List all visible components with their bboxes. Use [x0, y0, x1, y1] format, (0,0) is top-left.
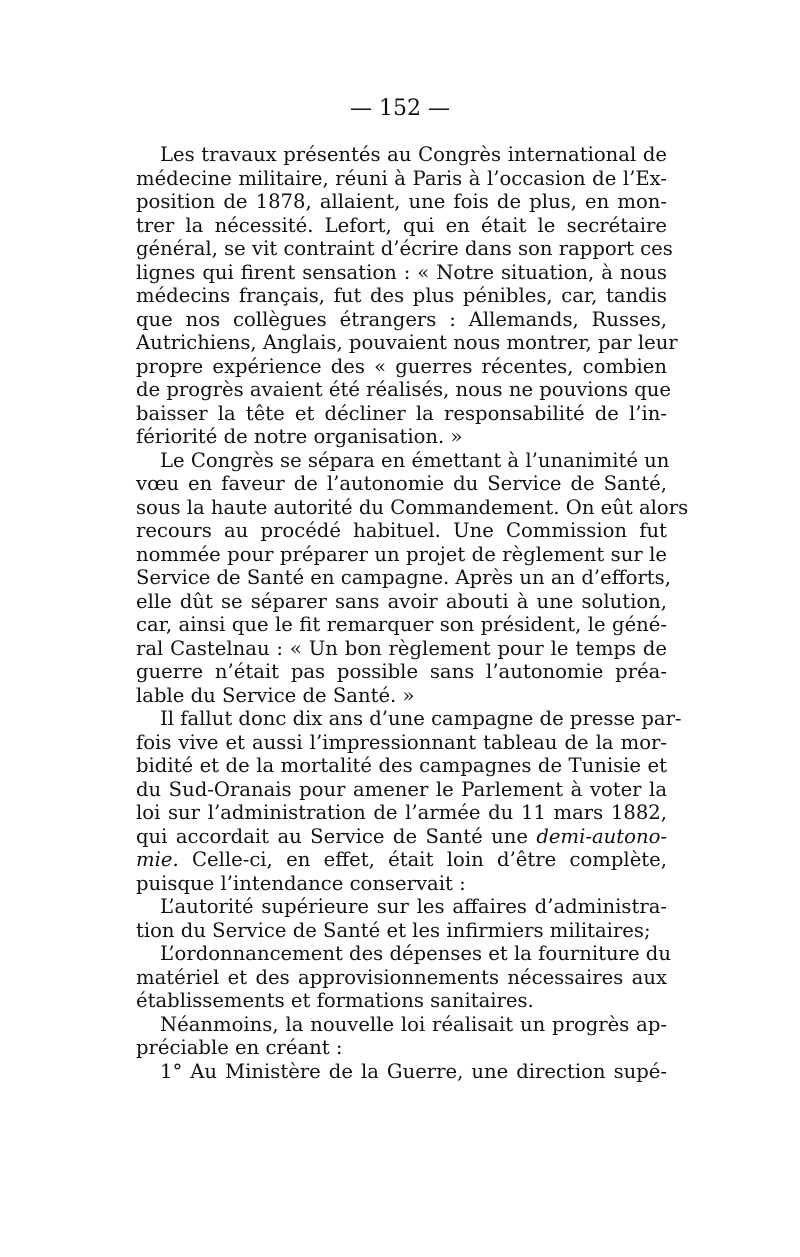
text-line: Le Congrès se sépara en émettant à l’unanimité un [160, 448, 670, 472]
text-line: propre expérience des « guerres récentes, combien [136, 354, 667, 378]
text-line: Les travaux présentés au Congrès international de [160, 143, 667, 166]
text-segment: Celle-ci, en effet, était loin d’être complète, [178, 848, 667, 871]
text-line: L’ordonnancement des dépenses et la fourniture du [160, 942, 671, 965]
text-line: sous la haute autorité du Commandement. On eût alors [136, 495, 689, 519]
text-segment: qui accordait au Service de Santé une [136, 824, 528, 848]
text-line: Service de Santé en campagne. Après un an d’efforts, [136, 566, 671, 589]
text-line: de progrès avaient été réalisés, nous ne pouvions que [136, 378, 672, 401]
text-line: Autrichiens, Anglais, pouvaient nous montrer, par leur [136, 331, 678, 354]
text-line [136, 848, 667, 872]
text-line: matériel et des approvisionnements nécessaires aux [136, 965, 667, 989]
text-line: L’autorité supérieure sur les affaires d’administra- [160, 895, 667, 918]
text-line [136, 825, 667, 849]
text-line: guerre n’était pas possible sans l’autonomie préa- [136, 660, 667, 683]
text-line: position de 1878, allaient, une fois de plus, en mon- [136, 190, 667, 213]
text-line: elle dût se séparer sans avoir abouti à une solution, [136, 589, 667, 613]
text-line: loi sur l’administration de l’armée du 11 mars 1882, [136, 801, 667, 824]
text-line: nommée pour préparer un projet de règlement sur le [136, 542, 667, 566]
text-line: général, se vit contraint d’écrire dans son rapport ces [136, 237, 673, 260]
text-line: médecins français, fut des plus pénibles, car, tandis [136, 284, 667, 307]
text-line: vœu en faveur de l’autonomie du Service de Santé, [136, 472, 667, 495]
body-text [136, 143, 689, 1083]
text-line: Il fallut donc dix ans d’une campagne de presse par- [160, 707, 682, 730]
text-line: 1° Au Ministère de la Guerre, une direction supé- [160, 1059, 667, 1083]
italic-term: demi-autono- [536, 824, 667, 848]
text-line: puisque l’intendance conservait : [136, 871, 466, 895]
text-line: Néanmoins, la nouvelle loi réalisait un progrès ap- [160, 1012, 667, 1036]
text-line: trer la nécessité. Lefort, qui en était le secrétaire [136, 213, 667, 237]
text-line: lable du Service de Santé. » [136, 683, 415, 707]
text-line: établissements et formations sanitaires. [136, 989, 534, 1012]
text-line: tion du Service de Santé et les infirmiers militaires; [136, 918, 651, 942]
text-line: du Sud-Oranais pour amener le Parlement à voter la [136, 777, 667, 801]
text-line: bidité et de la mortalité des campagnes de Tunisie et [136, 754, 667, 777]
text-line: fois vive et aussi l’impressionnant tableau de la mor- [136, 730, 667, 754]
text-line: médecine militaire, réuni à Paris à l’occasion de l’Ex- [136, 166, 667, 190]
text-line: préciable en créant : [136, 1036, 343, 1059]
text-line: car, ainsi que le fit remarquer son président, le géné- [136, 613, 667, 636]
text-line: que nos collègues étrangers : Allemands, Russes, [136, 307, 667, 331]
page-number: — 152 — [350, 96, 450, 121]
text-line: lignes qui firent sensation : « Notre situation, à nous [136, 260, 667, 284]
text-line: baisser la tête et décliner la responsabilité de l’in- [136, 401, 667, 425]
italic-term: mie. [136, 848, 179, 871]
text-line: recours au procédé habituel. Une Commission fut [136, 519, 667, 542]
text-line: fériorité de notre organisation. » [136, 425, 463, 448]
text-line: ral Castelnau : « Un bon règlement pour le temps de [136, 636, 667, 660]
